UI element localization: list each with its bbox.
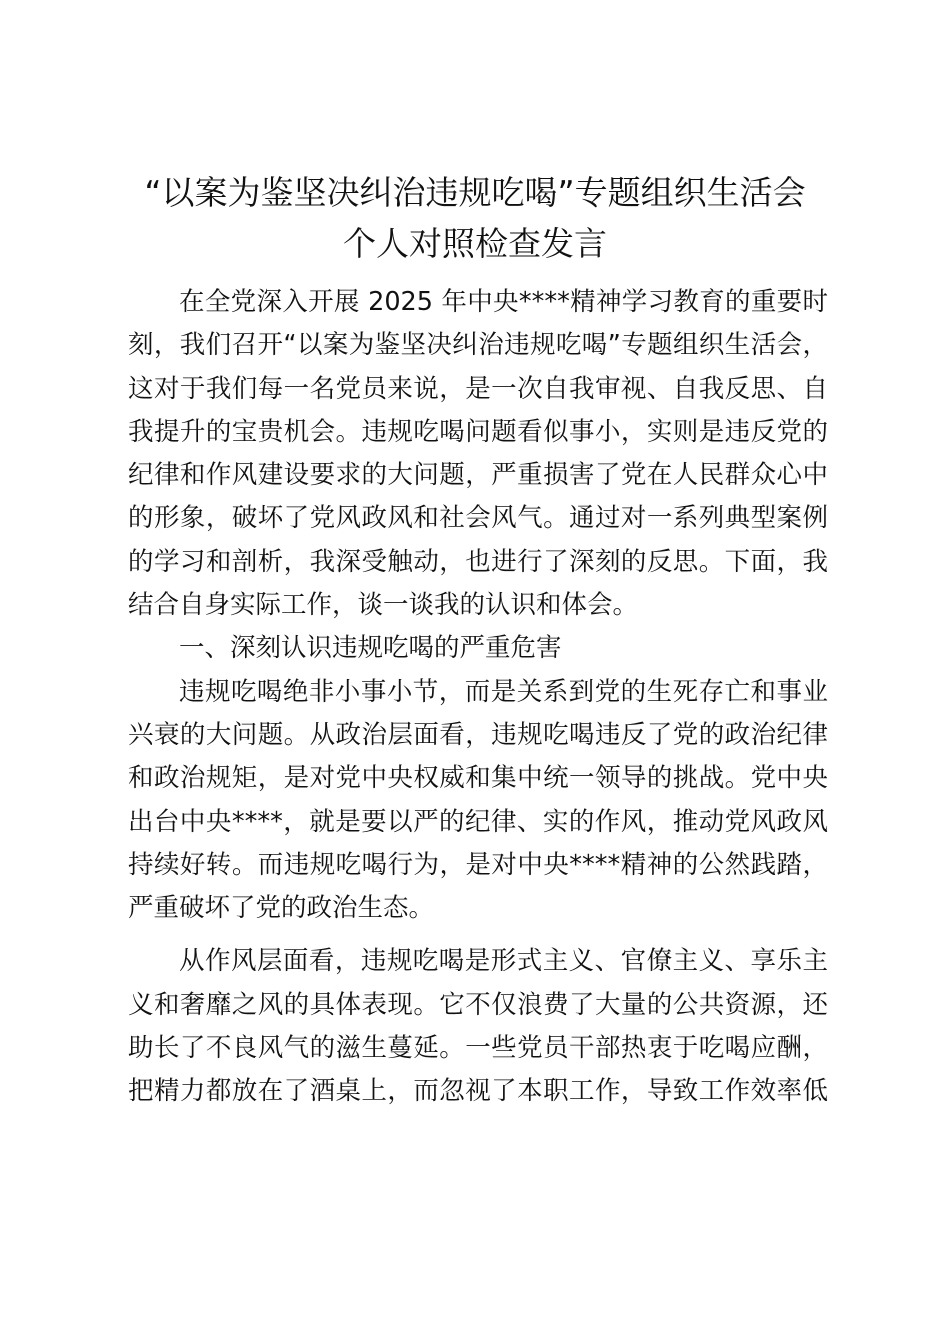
document-title-line-2: 个人对照检查发言 (343, 224, 607, 263)
paragraph-spacer (128, 930, 828, 940)
document-title-line-1: “以案为鉴坚决纠治违规吃喝”专题组织生活会 (144, 173, 806, 212)
paragraph-line: 的形象，破坏了党风政风和社会风气。通过对一系列典型案例 (128, 503, 828, 534)
paragraph-line: 助长了不良风气的滋生蔓延。一些党员干部热衷于吃喝应酬， (128, 1033, 828, 1064)
paragraph-line: 和政治规矩，是对党中央权威和集中统一领导的挑战。党中央 (128, 763, 828, 794)
paragraph-line: 这对于我们每一名党员来说，是一次自我审视、自我反思、自 (128, 373, 828, 404)
paragraph-line: 把精力都放在了酒桌上，而忽视了本职工作，导致工作效率低 (128, 1076, 828, 1107)
paragraph-line: 刻，我们召开“以案为鉴坚决纠治违规吃喝”专题组织生活会， (128, 330, 828, 361)
paragraph-line: 的学习和剖析，我深受触动，也进行了深刻的反思。下面，我 (128, 546, 828, 577)
document-body (128, 281, 828, 1114)
paragraph-line: 我提升的宝贵机会。违规吃喝问题看似事小，实则是违反党的 (128, 416, 828, 447)
paragraph-line: 违规吃喝绝非小事小节，而是关系到党的生死存亡和事业 (179, 676, 828, 707)
paragraph-line: 严重破坏了党的政治生态。 (128, 893, 435, 924)
paragraph-section-1b (128, 940, 828, 1113)
paragraph-line: 结合自身实际工作，谈一谈我的认识和体会。 (128, 590, 639, 621)
paragraph-line: 兴衰的大问题。从政治层面看，违规吃喝违反了党的政治纪律 (128, 719, 828, 750)
section-heading-1: 一、深刻认识违规吃喝的严重危害 (179, 633, 562, 664)
paragraph-intro (128, 281, 828, 627)
paragraph-line: 义和奢靡之风的具体表现。它不仅浪费了大量的公共资源，还 (128, 989, 828, 1020)
paragraph-line: 出台中央****，就是要以严的纪律、实的作风，推动党风政风 (128, 806, 828, 837)
paragraph-line: 从作风层面看，违规吃喝是形式主义、官僚主义、享乐主 (179, 946, 828, 977)
paragraph-line: 在全党深入开展 2025 年中央****精神学习教育的重要时 (179, 287, 828, 317)
paragraph-line: 纪律和作风建设要求的大问题，严重损害了党在人民群众心中 (128, 460, 828, 491)
paragraph-line: 持续好转。而违规吃喝行为，是对中央****精神的公然践踏， (128, 849, 828, 880)
paragraph-section-1a (128, 671, 828, 931)
